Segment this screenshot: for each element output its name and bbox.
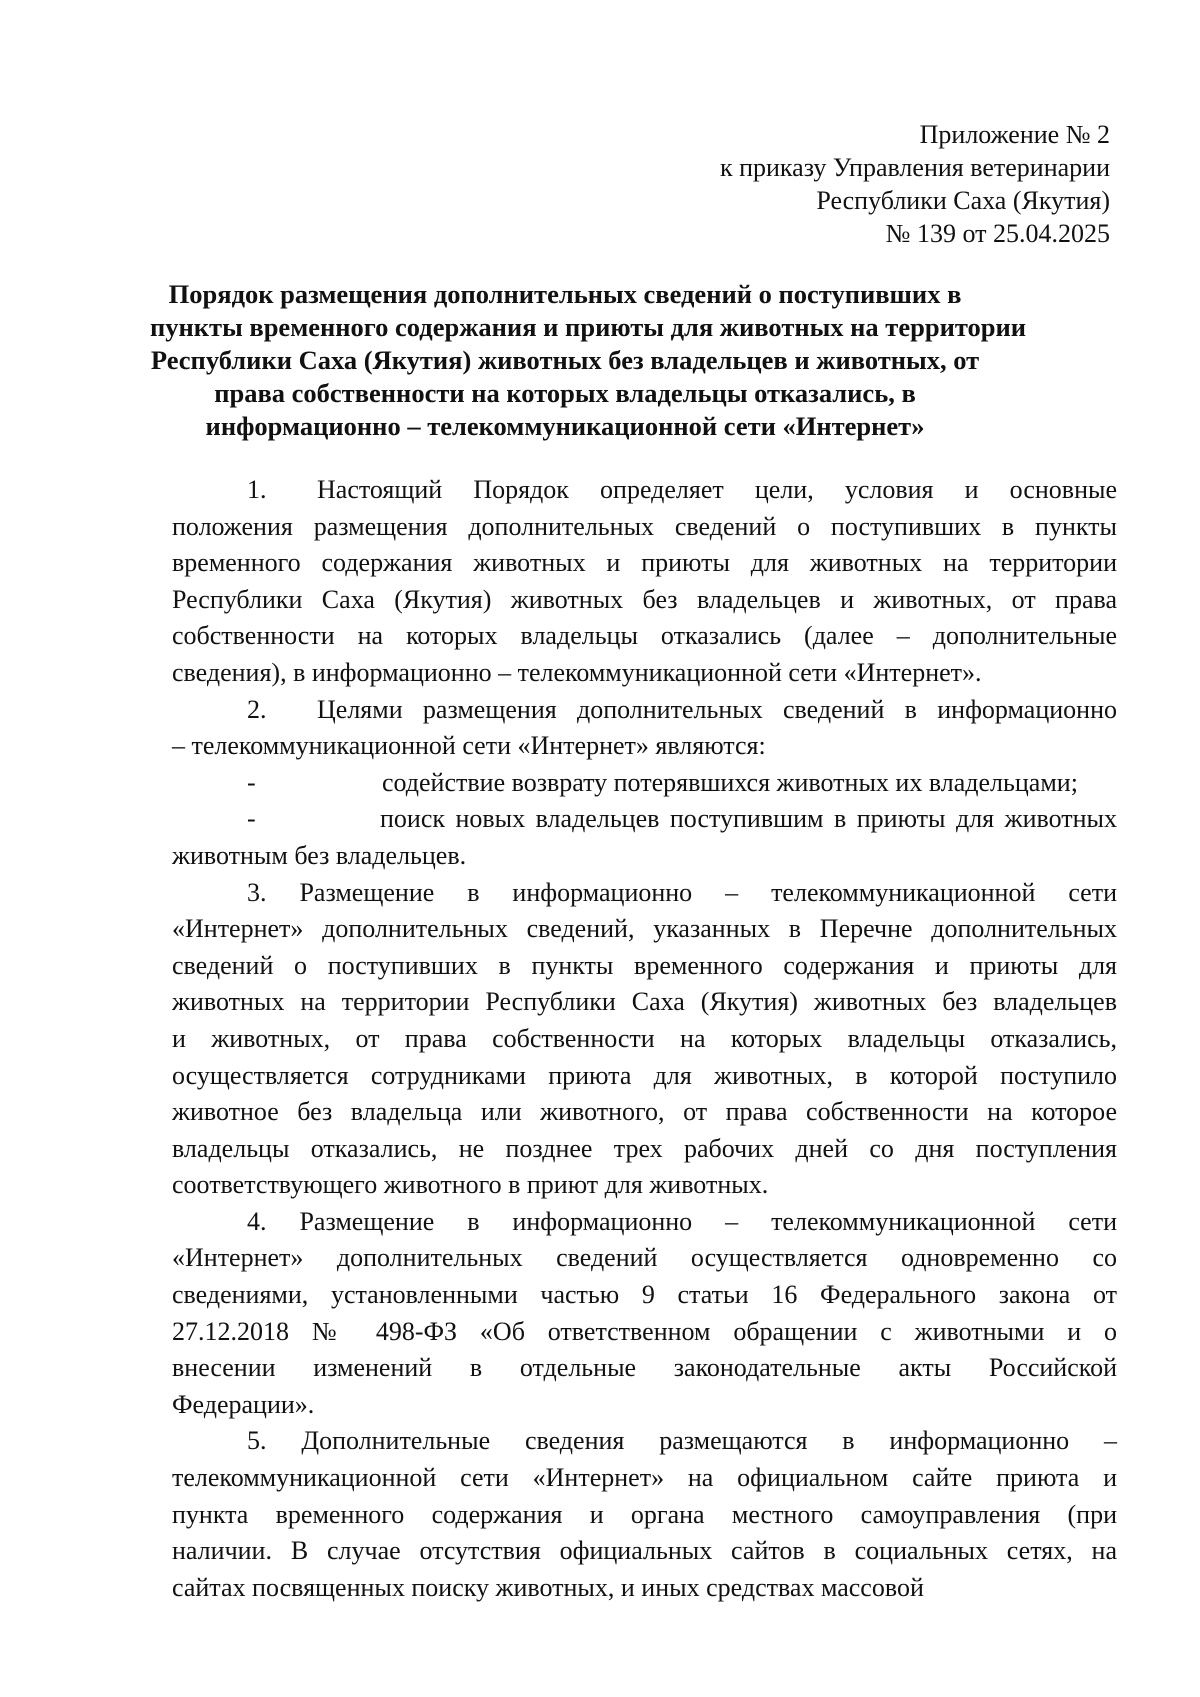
order-number-date: № 139 от 25.04.2025 — [885, 219, 1110, 248]
paragraph-line: положения размещения дополнительных сведений о поступивших в пункты — [172, 511, 1117, 541]
appendix-number: Приложение № 2 — [919, 120, 1110, 149]
paragraph-line — [172, 472, 1117, 509]
paragraph-line: соответствующего животного в приют для животных. — [172, 1170, 769, 1200]
paragraph-line: Федерации». — [172, 1389, 315, 1419]
paragraph-line: внесении изменений в отдельные законодательные акты Российской — [172, 1353, 1117, 1383]
appendix-header — [560, 118, 1110, 250]
paragraph-number: 1. — [247, 475, 267, 504]
paragraph-line: временного содержания животных и приюты для животных на территории — [172, 548, 1117, 578]
title-line: Порядок размещения дополнительных сведений о поступивших в — [168, 279, 962, 309]
paragraph-line: животное без владельца или животного, от права собственности на которое — [172, 1097, 1117, 1127]
paragraph-line: владельцы отказались, не позднее трех рабочих дней со дня поступления — [172, 1133, 1117, 1163]
paragraph-line: 4. Размещение в информационно – телекоммуникационной сети — [247, 1206, 1117, 1236]
paragraph-text: Целями размещения дополнительных сведений в информационно — [317, 694, 1117, 724]
paragraph-line: «Интернет» дополнительных сведений, указанных в Перечне дополнительных — [172, 914, 1117, 944]
title-line: права собственности на которых владельцы отказались, в — [214, 378, 916, 408]
bullet-text: поиск новых владельцев поступившим в приюты для животных — [380, 804, 1117, 834]
paragraph-line: Республики Саха (Якутия) животных без владельцев и животных, от права — [172, 584, 1117, 614]
paragraph-line: пункта временного содержания и органа местного самоуправления (при — [172, 1499, 1117, 1529]
paragraph-line — [172, 692, 1117, 729]
paragraph-4 — [172, 1204, 1117, 1424]
paragraph-line: «Интернет» дополнительных сведений осуществляется одновременно со — [172, 1243, 1117, 1273]
bullet-item-2 — [172, 801, 1117, 874]
title-line: пункты временного содержания и приюты для животных на территории — [150, 312, 1027, 342]
paragraph-line: телекоммуникационной сети «Интернет» на официальном сайте приюта и — [172, 1463, 1117, 1493]
paragraph-line: сведения), в информационно – телекоммуникационной сети «Интернет». — [172, 657, 982, 687]
paragraph-line: животным без владельцев. — [172, 840, 467, 870]
paragraph-line — [172, 765, 1117, 802]
paragraph-line: 3. Размещение в информационно – телекоммуникационной сети — [247, 877, 1117, 907]
paragraph-line — [172, 801, 1117, 838]
paragraph-number: 2. — [247, 694, 267, 724]
region-name: Республики Саха (Якутия) — [816, 186, 1110, 215]
paragraph-line: сведениями, установленными частью 9 статьи 16 Федерального закона от — [172, 1280, 1117, 1310]
paragraph-5 — [172, 1423, 1117, 1606]
paragraph-line: наличии. В случае отсутствия официальных сайтов в социальных сетях, на — [172, 1536, 1117, 1566]
bullet-marker: - — [247, 767, 256, 797]
title-line: Республики Саха (Якутия) животных без владельцев и животных, от — [150, 345, 980, 375]
paragraph-line: животных на территории Республики Саха (Якутия) животных без владельцев — [172, 987, 1117, 1017]
paragraph-line: 27.12.2018 № 498-ФЗ «Об ответственном обращении с животными и о — [172, 1316, 1117, 1346]
paragraph-line: – телекоммуникационной сети «Интернет» являются: — [172, 731, 766, 761]
document-title — [150, 278, 1027, 443]
paragraph-text: Настоящий Порядок определяет цели, условия и основные — [317, 475, 1117, 504]
bullet-marker: - — [247, 804, 256, 834]
document-body — [172, 472, 1117, 1606]
paragraph-line: 5. Дополнительные сведения размещаются в информационно – — [247, 1426, 1117, 1456]
paragraph-line: собственности на которых владельцы отказались (далее – дополнительные — [172, 621, 1117, 651]
title-line: информационно – телекоммуникационной сети «Интернет» — [205, 411, 925, 441]
paragraph-3 — [172, 875, 1117, 1204]
paragraph-line: осуществляется сотрудниками приюта для животных, в которой поступило — [172, 1060, 1117, 1090]
bullet-text: содействие возврату потерявшихся животных их владельцами; — [382, 767, 1078, 797]
paragraph-1 — [172, 472, 1117, 692]
paragraph-line: и животных, от права собственности на которых владельцы отказались, — [172, 1023, 1117, 1053]
paragraph-line: сайтах посвященных поиску животных, и иных средствах массовой — [172, 1572, 924, 1602]
bullet-item-1 — [172, 765, 1117, 802]
paragraph-2 — [172, 692, 1117, 765]
order-reference: к приказу Управления ветеринарии — [719, 153, 1110, 182]
paragraph-line: сведений о поступивших в пункты временного содержания и приюты для — [172, 950, 1117, 980]
